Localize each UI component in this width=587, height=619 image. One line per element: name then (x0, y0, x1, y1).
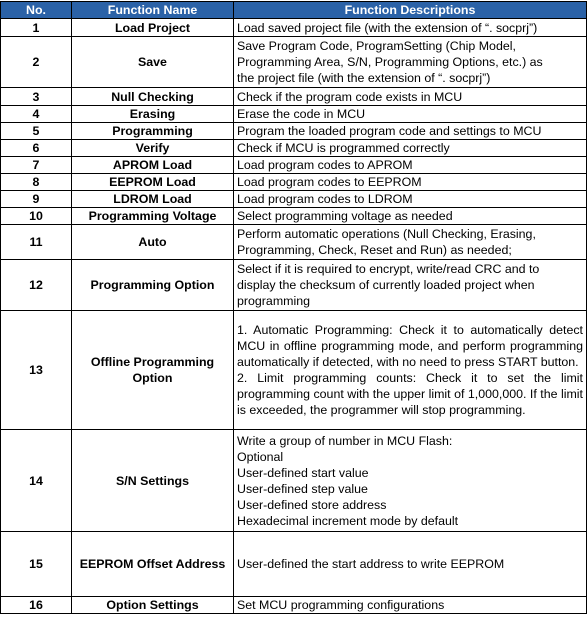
row-function-name: Null Checking (72, 88, 234, 106)
table-row (1, 208, 587, 225)
table-row (1, 174, 587, 191)
description-paragraph: 1. Automatic Programming: Check it to automatically detect MCU in offline programming mode, and perform programming automatically if detected, with no need to press START button. (237, 323, 583, 369)
row-no: 8 (1, 174, 72, 191)
description-line: User-defined start value (237, 465, 369, 480)
description-line: Perform automatic operations (Null Checking, Erasing, (237, 227, 536, 241)
description-line: Load program codes to LDROM (237, 192, 413, 206)
row-function-name: Auto (72, 225, 234, 260)
row-description (234, 597, 587, 614)
table-row (1, 19, 587, 37)
row-no: 16 (1, 597, 72, 614)
description-line: User-defined the start address to write EEPROM (237, 557, 505, 571)
row-function-name: Programming (72, 123, 234, 140)
description-line: Program the loaded program code and settings to MCU (237, 124, 542, 138)
row-no: 14 (1, 430, 72, 532)
description-line: the project file (with the extension of “. socprj”) (237, 71, 491, 85)
description-line: Erase the code in MCU (237, 107, 366, 121)
description-line: Hexadecimal increment mode by default (237, 513, 459, 528)
table-row (1, 597, 587, 614)
description-line: Select if it is required to encrypt, write/read CRC and to (237, 262, 540, 276)
table-row (1, 37, 587, 88)
row-function-name: Programming Voltage (72, 208, 234, 225)
table-row (1, 191, 587, 208)
table-row (1, 430, 587, 532)
row-no: 6 (1, 140, 72, 157)
description-line: Set MCU programming configurations (237, 598, 445, 612)
row-description (234, 311, 587, 430)
row-no: 11 (1, 225, 72, 260)
row-description (234, 88, 587, 106)
description-line: Write a group of number in MCU Flash: (237, 433, 453, 448)
table-row (1, 123, 587, 140)
row-function-name: Verify (72, 140, 234, 157)
description-line: Save Program Code, ProgramSetting (Chip Model, (237, 39, 516, 53)
function-table (0, 1, 587, 614)
description-line: Optional (237, 449, 284, 464)
description-line: User-defined store address (237, 497, 387, 512)
row-function-name: APROM Load (72, 157, 234, 174)
row-no: 9 (1, 191, 72, 208)
row-function-name: Erasing (72, 106, 234, 123)
table-row (1, 260, 587, 311)
header-function-name: Function Name (72, 2, 234, 19)
row-no: 5 (1, 123, 72, 140)
row-function-name: Load Project (72, 19, 234, 37)
row-no: 2 (1, 37, 72, 88)
row-description (234, 174, 587, 191)
row-function-name: Save (72, 37, 234, 88)
description-line: Load saved project file (with the extension of “. socprj”) (237, 20, 538, 35)
table-row (1, 157, 587, 174)
description-line: Select programming voltage as needed (237, 209, 453, 223)
row-description (234, 191, 587, 208)
table-row (1, 311, 587, 430)
description-paragraph: 2. Limit programming counts: Check it to set the limit programming count with the upper limit of 1,000,000. If the limit is exceeded, the programmer will stop programming. (237, 371, 583, 417)
table-row (1, 225, 587, 260)
description-line: Programming, Check, Reset and Run) as needed; (237, 243, 512, 257)
row-description (234, 208, 587, 225)
row-no: 3 (1, 88, 72, 106)
description-line: Load program codes to APROM (237, 158, 413, 172)
row-function-name: LDROM Load (72, 191, 234, 208)
description-line: Programming Area, S/N, Programming Options, etc.) as (237, 55, 543, 69)
table-row (1, 532, 587, 597)
description-line: display the checksum of currently loaded project when (237, 278, 535, 292)
description-line: Check if MCU is programmed correctly (237, 141, 450, 155)
row-description (234, 140, 587, 157)
table-row (1, 106, 587, 123)
row-no: 15 (1, 532, 72, 597)
row-description (234, 106, 587, 123)
row-function-name: S/N Settings (72, 430, 234, 532)
row-no: 10 (1, 208, 72, 225)
table-row (1, 140, 587, 157)
description-line: User-defined step value (237, 481, 368, 496)
table-row (1, 88, 587, 106)
row-description (234, 430, 587, 532)
row-function-name: EEPROM Offset Address (72, 532, 234, 597)
row-function-name: Offline Programming Option (72, 311, 234, 430)
description-line: programming (237, 294, 310, 308)
row-no: 13 (1, 311, 72, 430)
row-no: 1 (1, 19, 72, 37)
table-header-row (1, 2, 587, 19)
header-function-descriptions: Function Descriptions (234, 2, 587, 19)
row-no: 4 (1, 106, 72, 123)
row-description (234, 225, 587, 260)
row-function-name: EEPROM Load (72, 174, 234, 191)
row-function-name: Programming Option (72, 260, 234, 311)
row-description (234, 157, 587, 174)
row-function-name: Option Settings (72, 597, 234, 614)
row-description (234, 260, 587, 311)
row-description (234, 37, 587, 88)
row-description (234, 532, 587, 597)
row-no: 7 (1, 157, 72, 174)
description-line: Load program codes to EEPROM (237, 175, 422, 189)
row-description (234, 19, 587, 37)
row-description (234, 123, 587, 140)
row-no: 12 (1, 260, 72, 311)
header-no: No. (1, 2, 72, 19)
description-line: Check if the program code exists in MCU (237, 89, 463, 104)
